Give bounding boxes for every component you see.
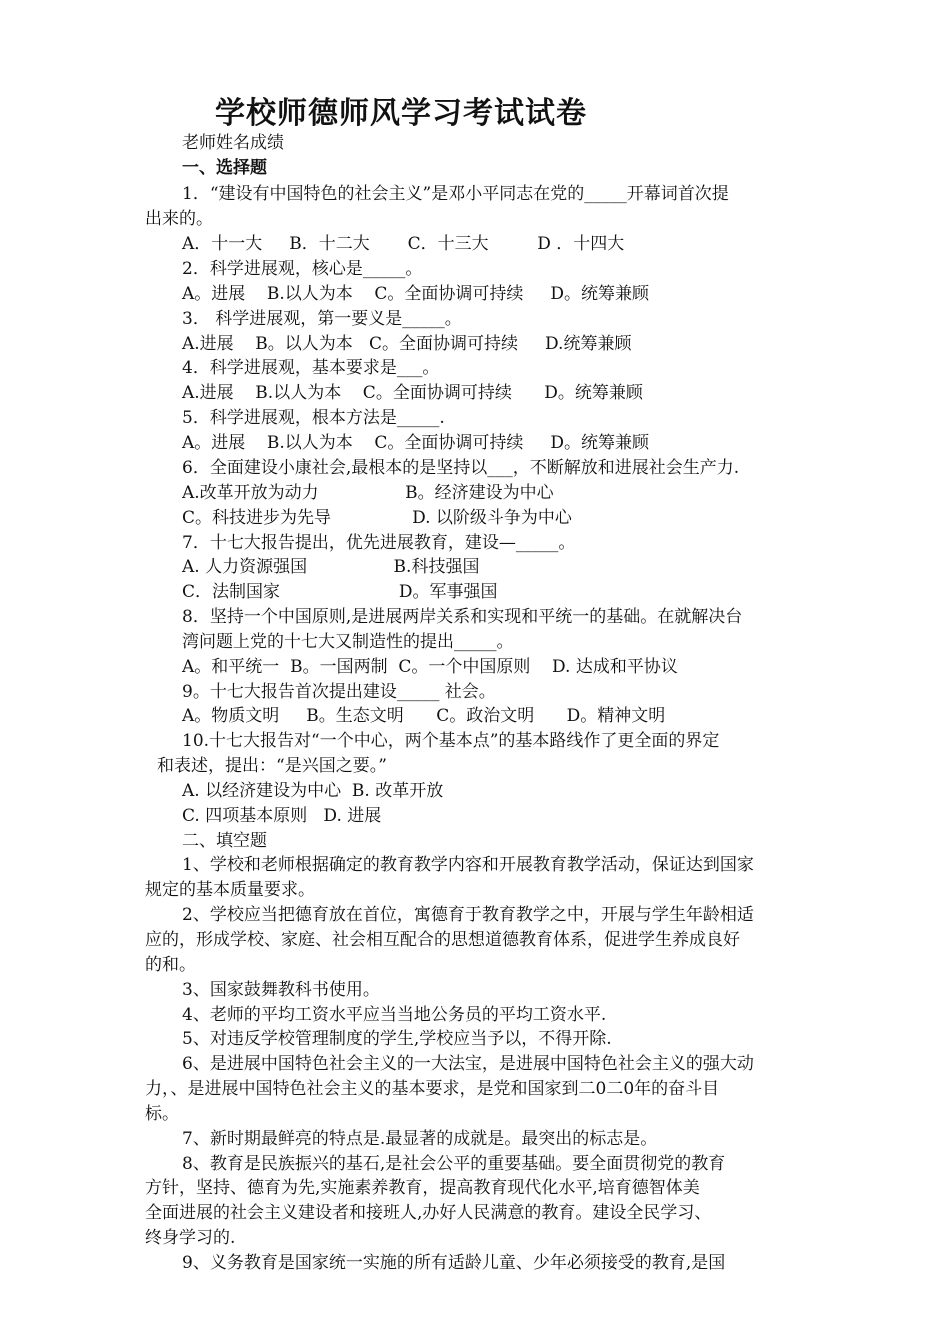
- doc-line: 4．科学进展观，基本要求是___。: [182, 358, 440, 378]
- doc-line: 3、国家鼓舞教科书使用。: [182, 980, 380, 1000]
- doc-line: 终身学习的.: [145, 1228, 236, 1248]
- section-heading: 二、填空题: [182, 831, 267, 851]
- doc-line: A.进展 B.以人为本 C。全面协调可持续 D。统筹兼顾: [182, 383, 643, 403]
- doc-line: A. 以经济建设为中心 B. 改革开放: [182, 781, 444, 801]
- doc-line: 出来的。: [145, 209, 213, 229]
- doc-line: 和表述，提出：“是兴国之要。”: [157, 756, 387, 776]
- doc-line: A。进展 B.以人为本 C。全面协调可持续 D。统筹兼顾: [182, 284, 650, 304]
- doc-line: 的和。: [145, 955, 196, 975]
- doc-line: 力，、是进展中国特色社会主义的基本要求，是党和国家到二0二0年的奋斗目: [145, 1079, 720, 1099]
- doc-line: 4、老师的平均工资水平应当当地公务员的平均工资水平.: [182, 1005, 607, 1025]
- doc-line: 7．十七大报告提出，优先进展教育，建设—_____。: [182, 533, 576, 553]
- doc-line: 5、对违反学校管理制度的学生,学校应当予以，不得开除.: [182, 1029, 612, 1049]
- doc-line: 9、义务教育是国家统一实施的所有适龄儿童、少年必须接受的教育,是国: [182, 1253, 726, 1273]
- doc-line: 5．科学进展观，根本方法是_____.: [182, 408, 445, 428]
- doc-line: A.进展 B。以人为本 C。全面协调可持续 D.统筹兼顾: [182, 334, 632, 354]
- doc-line: 8．坚持一个中国原则,是进展两岸关系和实现和平统一的基础。在就解决台: [182, 607, 743, 627]
- doc-line: 2．科学进展观，核心是_____。: [182, 259, 423, 279]
- doc-line: C. 四项基本原则 D. 进展: [182, 806, 382, 826]
- doc-line: A。物质文明 B。生态文明 C。政治文明 D。精神文明: [182, 706, 666, 726]
- doc-line: 6、是进展中国特色社会主义的一大法宝，是进展中国特色社会主义的强大动: [182, 1054, 754, 1074]
- section-heading: 一、选择题: [182, 158, 267, 178]
- header-line: 老师姓名成绩: [182, 133, 284, 153]
- doc-line: 6．全面建设小康社会,最根本的是坚持以___，不断解放和进展社会生产力.: [182, 458, 740, 478]
- doc-line: A．十一大 B．十二大 C．十三大 D ．十四大: [182, 234, 625, 254]
- doc-line: 1、学校和老师根据确定的教育教学内容和开展教育教学活动，保证达到国家: [182, 855, 754, 875]
- doc-line: 7、新时期最鲜亮的特点是.最显著的成就是。最突出的标志是。: [182, 1129, 658, 1149]
- doc-line: 1．“建设有中国特色的社会主义”是邓小平同志在党的_____开幕词首次提: [182, 184, 729, 204]
- doc-line: 10.十七大报告对“一个中心，两个基本点”的基本路线作了更全面的界定: [182, 731, 720, 751]
- doc-line: 标。: [145, 1104, 179, 1124]
- doc-line: 2、学校应当把德育放在首位，寓德育于教育教学之中，开展与学生年龄相适: [182, 905, 754, 925]
- doc-line: A.改革开放为动力 B。经济建设为中心: [182, 483, 554, 503]
- doc-line: C．法制国家 D。军事强国: [182, 582, 498, 602]
- doc-line: 3． 科学进展观，第一要义是_____。: [182, 309, 462, 329]
- doc-line: 规定的基本质量要求。: [145, 880, 315, 900]
- doc-line: A. 人力资源强国 B.科技强国: [182, 557, 480, 577]
- doc-line: 湾问题上党的十七大又制造性的提出_____。: [182, 632, 514, 652]
- page-title: 学校师德师风学习考试试卷: [215, 96, 587, 131]
- doc-line: 全面进展的社会主义建设者和接班人,办好人民满意的教育。建设全民学习、: [145, 1203, 712, 1223]
- doc-line: 方针，坚持、德育为先,实施素养教育，提高教育现代化水平,培育德智体美: [145, 1178, 700, 1198]
- doc-line: A。进展 B.以人为本 C。全面协调可持续 D。统筹兼顾: [182, 433, 650, 453]
- doc-line: 8、教育是民族振兴的基石,是社会公平的重要基础。要全面贯彻党的教育: [182, 1154, 726, 1174]
- doc-line: C。科技进步为先导 D. 以阶级斗争为中心: [182, 508, 572, 528]
- doc-line: A。和平统一 B。一国两制 C。一个中国原则 D. 达成和平协议: [182, 657, 678, 677]
- doc-line: 9。十七大报告首次提出建设_____ 社会。: [182, 682, 496, 702]
- doc-line: 应的，形成学校、家庭、社会相互配合的思想道德教育体系，促进学生养成良好: [145, 930, 740, 950]
